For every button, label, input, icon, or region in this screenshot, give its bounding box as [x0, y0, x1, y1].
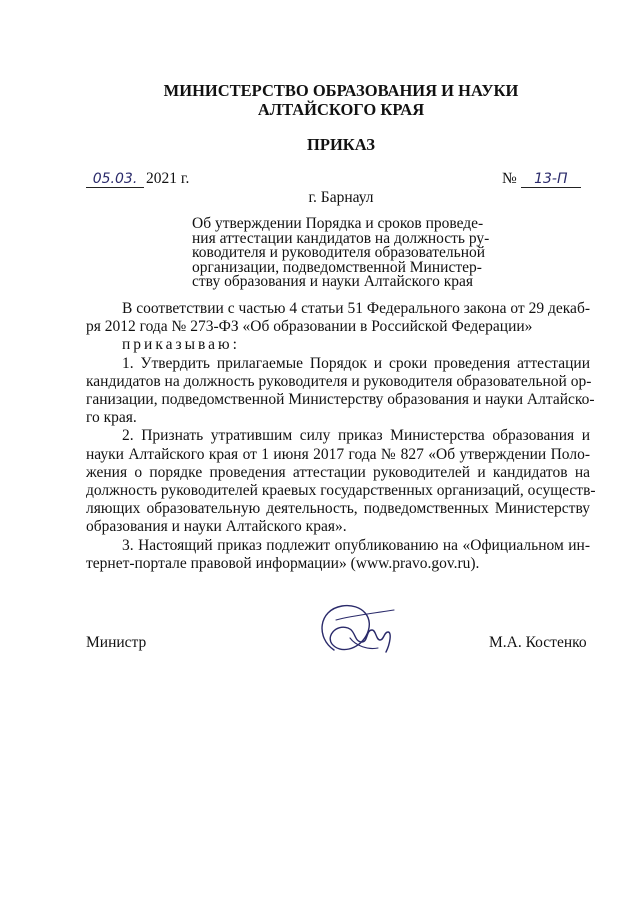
intro-paragraph: [86, 300, 590, 336]
subject-line: ководителя и руководителя образовательной: [192, 244, 486, 261]
subject-line: ству образования и науки Алтайского края: [192, 273, 474, 290]
body-line: 2. Признать утратившим силу приказ Министерства образования и: [122, 427, 590, 445]
handwritten-signature: [306, 598, 402, 660]
body-line: ганизации, подведомственной Министерству образования и науки Алтайско-: [86, 391, 595, 409]
date-year: 2021 г.: [146, 170, 190, 187]
item-1: [86, 354, 595, 428]
body-line: В соответствии с частью 4 статьи 51 Федерального закона от 29 декаб-: [122, 300, 590, 317]
subject-line: Об утверждении Порядка и сроков проведе-: [192, 215, 484, 232]
order-word: приказываю:: [122, 336, 240, 354]
city: г. Барнаул: [308, 189, 374, 206]
subject-line: ния аттестации кандидатов на должность ру-: [192, 229, 490, 247]
number-prefix: №: [502, 170, 517, 187]
item-3: [86, 537, 590, 573]
body-line: науки Алтайского края от 1 июня 2017 года № 827 «Об утверждении Поло-: [86, 445, 590, 463]
body-line: кандидатов на должность руководителя и руководителя образовательной ор-: [86, 372, 592, 390]
order-date: [86, 170, 189, 188]
body-line: 1. Утвердить прилагаемые Порядок и сроки проведения аттестации: [122, 354, 590, 372]
ministry-line-1: МИНИСТЕРСТВО ОБРАЗОВАНИЯ И НАУКИ: [163, 81, 519, 100]
item-2: [86, 427, 596, 536]
body-line: тернет-портале правовой информации» (www.pravo.gov.ru).: [86, 554, 480, 572]
ministry-header: [0, 81, 640, 119]
ministry-line-2: АЛТАЙСКОГО КРАЯ: [257, 100, 425, 119]
body-line: го края.: [86, 409, 137, 427]
signatory-position: Министр: [86, 634, 147, 651]
order-subject: [192, 217, 495, 290]
signatory-name: М.А. Костенко: [489, 634, 587, 651]
order-body: [86, 300, 596, 573]
number-handwritten: 13-П: [521, 171, 581, 188]
document-type-title: ПРИКАЗ: [307, 135, 375, 154]
body-line: ляющих образовательную деятельность, подведомственных Министерству: [86, 500, 590, 518]
body-line: образования и науки Алтайского края».: [86, 518, 347, 536]
date-handwritten: 05.03.: [86, 171, 144, 188]
body-line: ря 2012 года № 273-ФЗ «Об образовании в Российской Федерации»: [86, 318, 533, 336]
body-line: жения о порядке проведения аттестации руководителей и кандидатов на: [86, 463, 590, 481]
body-line: должность руководителей краевых государственных организаций, осуществ-: [86, 482, 596, 500]
body-line: 3. Настоящий приказ подлежит опубликованию на «Официальном ин-: [122, 536, 590, 554]
order-number: [502, 170, 581, 188]
subject-line: организации, подведомственной Министер-: [192, 258, 482, 276]
